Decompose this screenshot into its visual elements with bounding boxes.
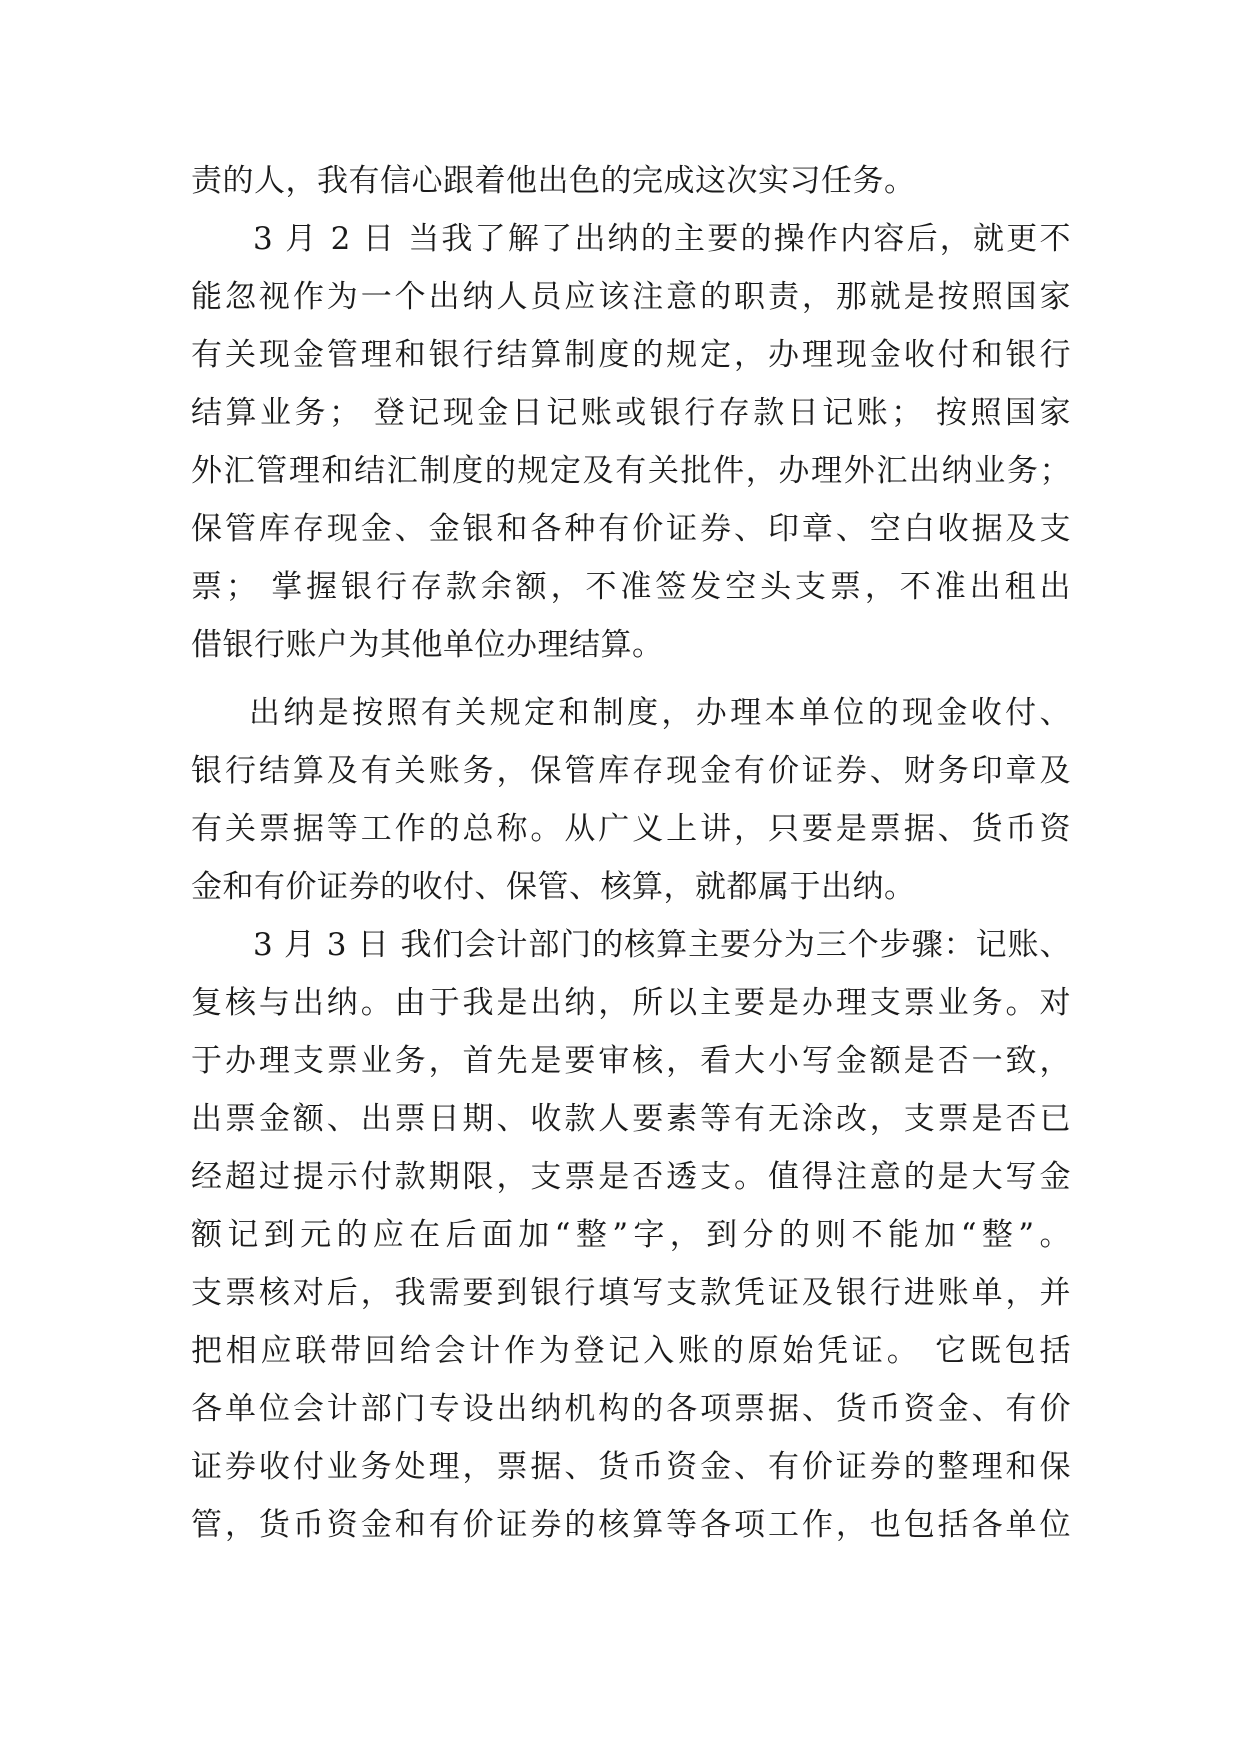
text-line: 3 月 3 日 我们会计部门的核算主要分为三个步骤：记账、 (253, 927, 1071, 963)
text-line: 借银行账户为其他单位办理结算。 (191, 627, 664, 663)
text-line: 复核与出纳。由于我是出纳，所以主要是办理支票业务。对 (191, 985, 1071, 1021)
text-line: 3 月 2 日 当我了解了出纳的主要的操作内容后，就更不 (253, 221, 1071, 257)
text-line: 支票核对后，我需要到银行填写支款凭证及银行进账单，并 (191, 1275, 1071, 1311)
text-line: 额记到元的应在后面加“整”字，到分的则不能加“整”。 (191, 1217, 1071, 1253)
paragraph-4 (191, 916, 1071, 1554)
text-line: 有关票据等工作的总称。从广义上讲，只要是票据、货币资 (191, 811, 1071, 847)
paragraph-3 (191, 684, 1071, 916)
text-line: 责的人，我有信心跟着他出色的完成这次实习任务。 (191, 163, 916, 199)
text-line: 外汇管理和结汇制度的规定及有关批件，办理外汇出纳业务； (191, 453, 1071, 489)
text-line: 于办理支票业务，首先是要审核，看大小写金额是否一致， (191, 1043, 1071, 1079)
text-line: 证券收付业务处理，票据、货币资金、有价证券的整理和保 (191, 1449, 1071, 1485)
text-line: 金和有价证券的收付、保管、核算，就都属于出纳。 (191, 869, 916, 905)
text-line: 票； 掌握银行存款余额，不准签发空头支票，不准出租出 (191, 569, 1071, 605)
text-line: 保管库存现金、金银和各种有价证券、印章、空白收据及支 (191, 511, 1071, 547)
text-line: 出票金额、出票日期、收款人要素等有无涂改，支票是否已 (191, 1101, 1071, 1137)
document-body (191, 152, 1071, 1554)
text-line: 结算业务； 登记现金日记账或银行存款日记账； 按照国家 (191, 395, 1071, 431)
text-line: 能忽视作为一个出纳人员应该注意的职责，那就是按照国家 (191, 279, 1071, 315)
text-line: 把相应联带回给会计作为登记入账的原始凭证。 它既包括 (191, 1333, 1071, 1369)
text-line: 银行结算及有关账务，保管库存现金有价证券、财务印章及 (191, 753, 1071, 789)
paragraph-1 (191, 152, 1071, 210)
text-line: 各单位会计部门专设出纳机构的各项票据、货币资金、有价 (191, 1391, 1071, 1427)
paragraph-spacer (191, 674, 1071, 684)
text-line: 经超过提示付款期限，支票是否透支。值得注意的是大写金 (191, 1159, 1071, 1195)
text-line: 管，货币资金和有价证券的核算等各项工作，也包括各单位 (191, 1507, 1071, 1543)
text-line: 出纳是按照有关规定和制度，办理本单位的现金收付、 (249, 695, 1071, 731)
paragraph-2 (191, 210, 1071, 674)
text-line: 有关现金管理和银行结算制度的规定，办理现金收付和银行 (191, 337, 1071, 373)
